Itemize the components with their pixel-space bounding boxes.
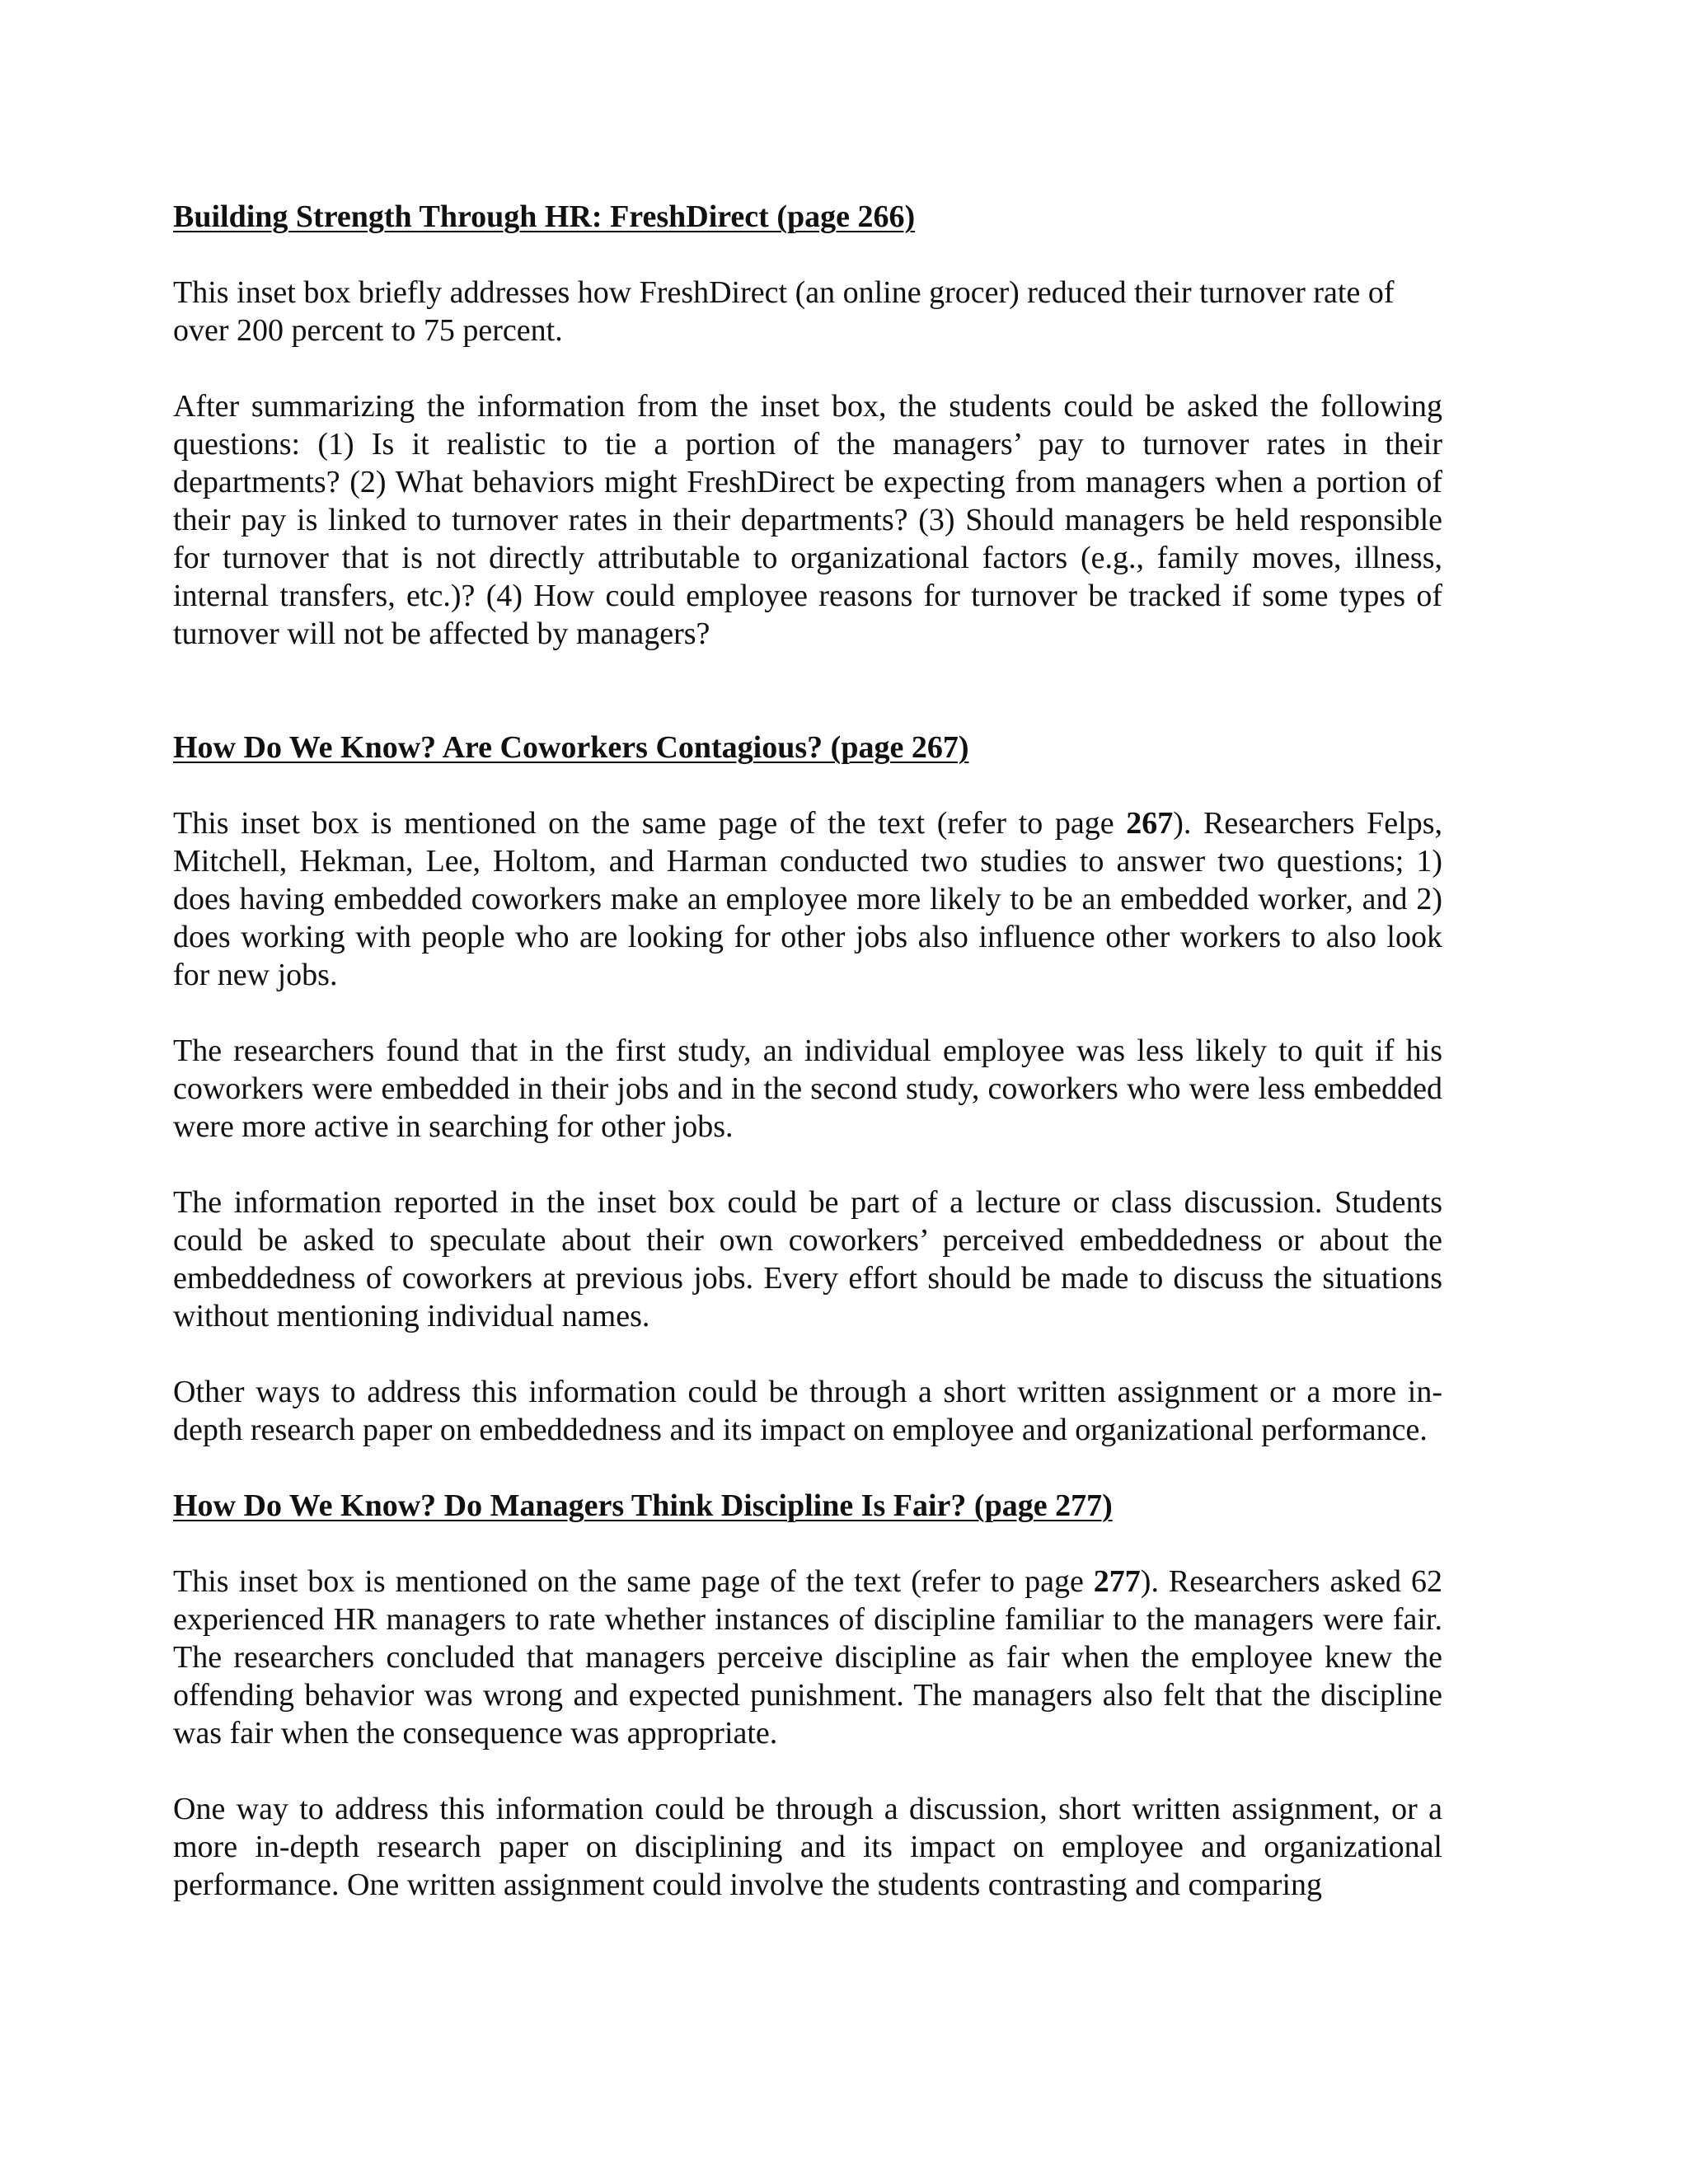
paragraph: After summarizing the information from the inset box, the students could be asked the following questions: (1) Is it realistic to tie a portion of the managers’ pay to turnover rates in their departments? (2) What behaviors might FreshDirect be expecting from managers when a portion of their pay is linked to turnover rates in their departments? (3) Should managers be held responsible for turnover that is not directly attributable to organizational factors (e.g., family moves, illness, internal transfers, etc.)? (4) How could employee reasons for turnover be tracked if some types of turnover will not be affected by managers? — [173, 389, 1442, 651]
document-page — [173, 198, 1442, 1942]
section-freshdirect — [173, 198, 1442, 653]
section-discipline-fair — [173, 1487, 1442, 1904]
paragraph-text: This inset box is mentioned on the same page of the text (refer to page — [173, 1564, 1094, 1599]
paragraph-text: This inset box is mentioned on the same page of the text (refer to page — [173, 806, 1127, 841]
paragraph — [173, 1563, 1442, 1752]
section-coworkers-contagious — [173, 729, 1442, 1449]
section-heading: How Do We Know? Are Coworkers Contagious? (page 267) — [173, 730, 969, 765]
paragraph: Other ways to address this information could be through a short written assignment or a more in-depth research paper on embeddedness and its impact on employee and organizational performance. — [173, 1375, 1442, 1447]
paragraph: One way to address this information could be through a discussion, short written assignment, or a more in-depth research paper on disciplining and its impact on employee and organizational performance. One written assignment could involve the students contrasting and comparing — [173, 1792, 1442, 1902]
paragraph — [173, 804, 1442, 994]
paragraph-text: ). Researchers Felps, Mitchell, Hekman, Lee, Holtom, and Harman conducted two studies to answer two questions; 1) does having embedded coworkers make an employee more likely to be an embedded worker, and 2) does working with people who are looking for other jobs also influence other workers to also look for new jobs. — [173, 806, 1443, 992]
paragraph: The researchers found that in the first study, an individual employee was less likely to quit if his coworkers were embedded in their jobs and in the second study, coworkers who were less embedded were more active in searching for other jobs. — [173, 1033, 1442, 1144]
paragraph: The information reported in the inset box could be part of a lecture or class discussion. Students could be asked to speculate about their own coworkers’ perceived embeddedness or about the embeddedness of coworkers at previous jobs. Every effort should be made to discuss the situations without mentioning individual names. — [173, 1185, 1442, 1333]
page-reference: 277 — [1093, 1564, 1141, 1599]
section-heading: Building Strength Through HR: FreshDirect (page 266) — [173, 199, 916, 234]
paragraph: This inset box briefly addresses how FreshDirect (an online grocer) reduced their turnover rate of over 200 percent to 75 percent. — [173, 275, 1395, 348]
section-heading: How Do We Know? Do Managers Think Discipline Is Fair? (page 277) — [173, 1488, 1113, 1523]
paragraph-text: ). Researchers asked 62 experienced HR managers to rate whether instances of discipline familiar to the managers were fair. The researchers concluded that managers perceive discipline as fair when the employee knew the offending behavior was wrong and expected punishment. The managers also felt that the discipline was fair when the consequence was appropriate. — [173, 1564, 1442, 1750]
page-reference: 267 — [1126, 806, 1174, 841]
section-spacer — [173, 691, 1442, 729]
